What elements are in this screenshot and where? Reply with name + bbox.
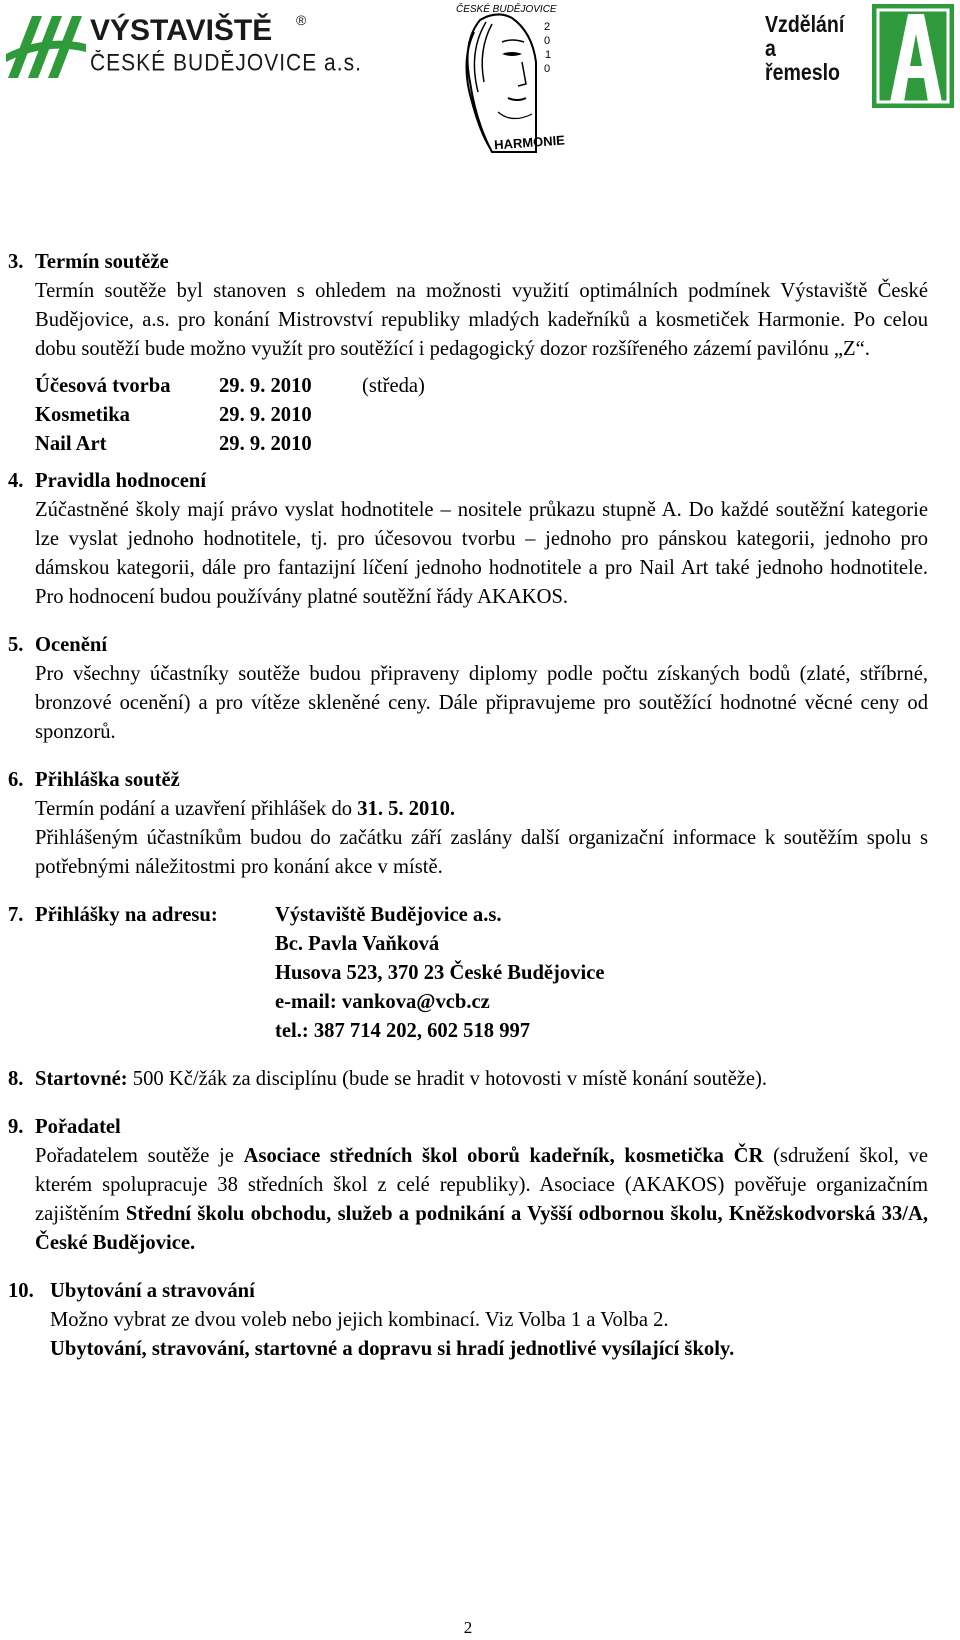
schedule-date: 29. 9. 2010 [219,375,312,397]
section-title: Pořadatel [35,1116,121,1138]
vzdelani-a-icon [872,4,954,108]
section-number: 3. [8,251,24,273]
harmonie-face-icon [452,2,572,164]
section-title: Startovné: [35,1068,128,1090]
vzdelani-remeslo-logo [765,4,955,108]
schedule-date: 29. 9. 2010 [219,433,312,455]
vystaviste-city: ČESKÉ BUDĚJOVICE a.s. [90,50,362,77]
schedule-name: Nail Art [35,433,107,455]
schedule-note [362,430,928,459]
section-4-heading [8,467,928,496]
schedule-date: 29. 9. 2010 [219,404,312,426]
section-number: 4. [8,470,24,492]
section-title: Ocenění [35,634,108,656]
address-block [275,901,928,1046]
address-line: Bc. Pavla Vaňková [275,933,440,955]
school-name: Střední školu obchodu, služeb a podnikání a Vyšší odbornou školu, Kněžskodvorská 33/A, České Budějovice. [35,1203,928,1254]
section-3-text: Termín soutěže byl stanoven s ohledem na možnosti využití optimálních podmínek Výstaviště České Budějovice, a.s. pro konání Mistrovství republiky mladých kadeřníků a kosmetiček Harmonie. Po celou dobu soutěží bude možno využít pro soutěžící i pedagogický dozor rozšířeného zázemí pavilónu „Z“. [35,280,928,360]
svg-text:2: 2 [544,21,551,33]
vzdelani-line1: Vzdělání [765,11,845,37]
svg-text:1: 1 [545,49,552,61]
section-4-text: Zúčastněné školy mají právo vyslat hodnotitele – nositele průkazu stupně A. Do každé soutěžní kategorie lze vyslat jednoho hodnotitele, tj. pro účesovou tvorbu – jednoho pro pánskou kategorii, jednoho pro dámskou kategorii, dále pro fantazijní líčení jednoho hodnotitele a pro Nail Art také jednoho hodnotitele. Pro hodnocení budou používány platné soutěžní řády AKAKOS. [35,499,928,608]
section-9-heading [8,1113,928,1142]
svg-text:0: 0 [544,35,551,47]
vystaviste-mark-icon [6,14,86,80]
svg-text:0: 0 [544,63,551,75]
deadline-text: Termín podání a uzavření přihlášek do [35,798,358,820]
svg-text:ČESKÉ BUDĚJOVICE: ČESKÉ BUDĚJOVICE [456,4,557,15]
address-line: Husova 523, 370 23 České Budějovice [275,962,605,984]
schedule-name: Účesová tvorba [35,375,171,397]
text-run: Pořadatelem soutěže je [35,1145,244,1167]
section-number: 7. [8,904,24,926]
registered-mark: ® [296,12,307,28]
phone-line: tel.: 387 714 202, 602 518 997 [275,1020,531,1042]
section-6-heading [8,766,928,795]
section-5-text: Pro všechny účastníky soutěže budou připraveny diplomy podle počtu získaných bodů (zlaté, stříbrné, bronzové ocenění) a pro vítěze skleněné ceny. Dále připravujeme pro soutěžící hodnotné věcné ceny od sponzorů. [35,663,928,743]
text-run: (sdružení škol, ve kterém spolupracuje 38 středních škol z celé republiky). Asociace (AKAKOS) pověřuje organizačním zajištěním [35,1145,928,1225]
section-title: Ubytování a stravování [50,1280,255,1302]
schedule-table [8,372,928,459]
section-5-heading [8,631,928,660]
section-number: 10. [8,1280,34,1302]
section-6-text: Přihlášeným účastníkům budou do začátku září zaslány další organizační informace k soutěžím spolu s potřebnými náležitostmi pro konání akce v místě. [35,827,928,878]
address-line: Výstaviště Budějovice a.s. [275,904,502,926]
section-10-text: Možno vybrat ze dvou voleb nebo jejich kombinací. Viz Volba 1 a Volba 2. [50,1309,669,1331]
section-10-heading [8,1277,928,1306]
section-7-address [8,901,928,1046]
section-number: 8. [8,1068,24,1090]
deadline-date: 31. 5. 2010. [357,798,456,820]
vystaviste-name: VÝSTAVIŠTĚ [90,14,273,47]
section-title: Přihlášky na adresu: [35,904,218,926]
section-3-heading [8,248,928,277]
section-number: 9. [8,1116,24,1138]
section-9-text [8,1142,928,1258]
vystaviste-logo [6,10,362,80]
association-name: Asociace středních škol oborů kadeřník, kosmetička ČR [243,1145,764,1167]
section-8-text: 500 Kč/žák za disciplínu (bude se hradit v hotovosti v místě konání soutěže). [127,1068,768,1090]
section-number: 5. [8,634,24,656]
svg-text:HARMONIE: HARMONIE [493,132,566,153]
email-line: e-mail: vankova@vcb.cz [275,991,490,1013]
section-7-heading [8,901,275,1046]
vzdelani-logo-text [765,12,844,84]
section-number: 6. [8,769,24,791]
vzdelani-line2: a [765,35,776,61]
section-title: Přihláška soutěž [35,769,180,791]
section-title: Pravidla hodnocení [35,470,207,492]
schedule-note [362,401,928,430]
section-10-bold-text: Ubytování, stravování, startovné a dopravu si hradí jednotlivé vysílající školy. [50,1338,735,1360]
harmonie-logo [452,2,572,164]
vzdelani-line3: řemeslo [765,59,840,85]
section-6-deadline [8,795,928,824]
schedule-note: (středa) [362,375,425,397]
section-8 [8,1065,928,1094]
document-body [8,248,928,1364]
schedule-name: Kosmetika [35,404,130,426]
section-title: Termín soutěže [35,251,169,273]
page-number: 2 [463,1618,473,1637]
